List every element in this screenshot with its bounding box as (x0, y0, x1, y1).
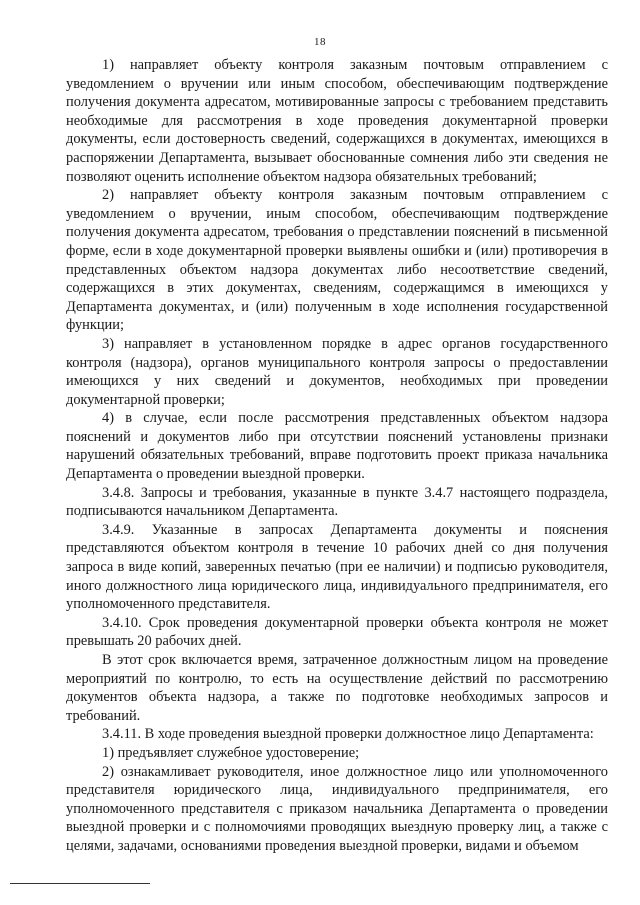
paragraph-item-presents-id: 1) предъявляет служебное удостоверение; (102, 744, 360, 761)
paragraph-item-1: 1) направляет объекту контроля заказным почтовым отправлением с уведомлением о вручении или иным способом, обеспечивающим подтверждение получения документа адресатом, мотивированные запросы с требованием представить необходимые для рассмотрения в ходе проведения документарной проверки документы, если достоверность сведений, содержащихся в документах, имеющихся в распоряжении Департамента, вызывает обоснованные сомнения либо эти сведения не позволяют оценить исполнение объектом надзора обязательных требований; (66, 57, 608, 185)
paragraph-3-4-8: 3.4.8. Запросы и требования, указанные в пункте 3.4.7 настоящего подраздела, подписываются начальником Департамента. (66, 484, 608, 520)
footnote-divider (10, 883, 150, 884)
paragraph-3-4-9: 3.4.9. Указанные в запросах Департамента документы и пояснения представляются объектом контроля в течение 10 рабочих дней со дня получения запроса в виде копий, заверенных печатью (при ее наличии) и подписью руководителя, иного должностного лица юридического лица, индивидуального предпринимателя, его уполномоченного представителя. (66, 521, 608, 613)
document-body (66, 56, 608, 856)
paragraph-item-familiarizes: 2) ознакамливает руководителя, иное должностное лицо или уполномоченного представителя юридического лица, индивидуального предпринимателя, его уполномоченного представителя с приказом начальника Департамента о проведении выездной проверки и с полномочиями проводящих выездную проверку лиц, а также с целями, задачами, основаниями проведения выездной проверки, видами и объемом (66, 763, 608, 854)
paragraph-3-4-10: 3.4.10. Срок проведения документарной проверки объекта контроля не может превышать 20 рабочих дней. (66, 614, 608, 650)
paragraph-time-included: В этот срок включается время, затраченное должностным лицом на проведение мероприятий по контролю, то есть на осуществление действий по рассмотрению документов объекта надзора, а также по подготовке необходимых запросов и требований. (66, 652, 608, 724)
paragraph-item-2: 2) направляет объекту контроля заказным почтовым отправлением с уведомлением о вручении, иным способом, обеспечивающим подтверждение получения документа адресатом, требования о представлении пояснений в письменной форме, если в ходе документарной проверки выявлены ошибки и (или) противоречия в представленных объектом надзора документах либо несоответствие сведений, содержащихся в этих документах, сведениям, содержащимся в имеющихся у Департамента документах, и (или) полученным в ходе исполнения государственной функции; (66, 187, 608, 334)
page-number: 18 (314, 36, 326, 48)
paragraph-item-4: 4) в случае, если после рассмотрения представленных объектом надзора пояснений и документов либо при отсутствии пояснений установлены признаки нарушений обязательных требований, вправе подготовить проект приказа начальника Департамента о проведении выездной проверки. (66, 410, 608, 483)
paragraph-3-4-11: 3.4.11. В ходе проведения выездной проверки должностное лицо Департамента: (102, 726, 594, 743)
paragraph-item-3: 3) направляет в установленном порядке в адрес органов государственного контроля (надзора), органов муниципального контроля запросы о предоставлении имеющихся у них сведений и документов, необходимых при проведении документарной проверки; (66, 335, 608, 408)
